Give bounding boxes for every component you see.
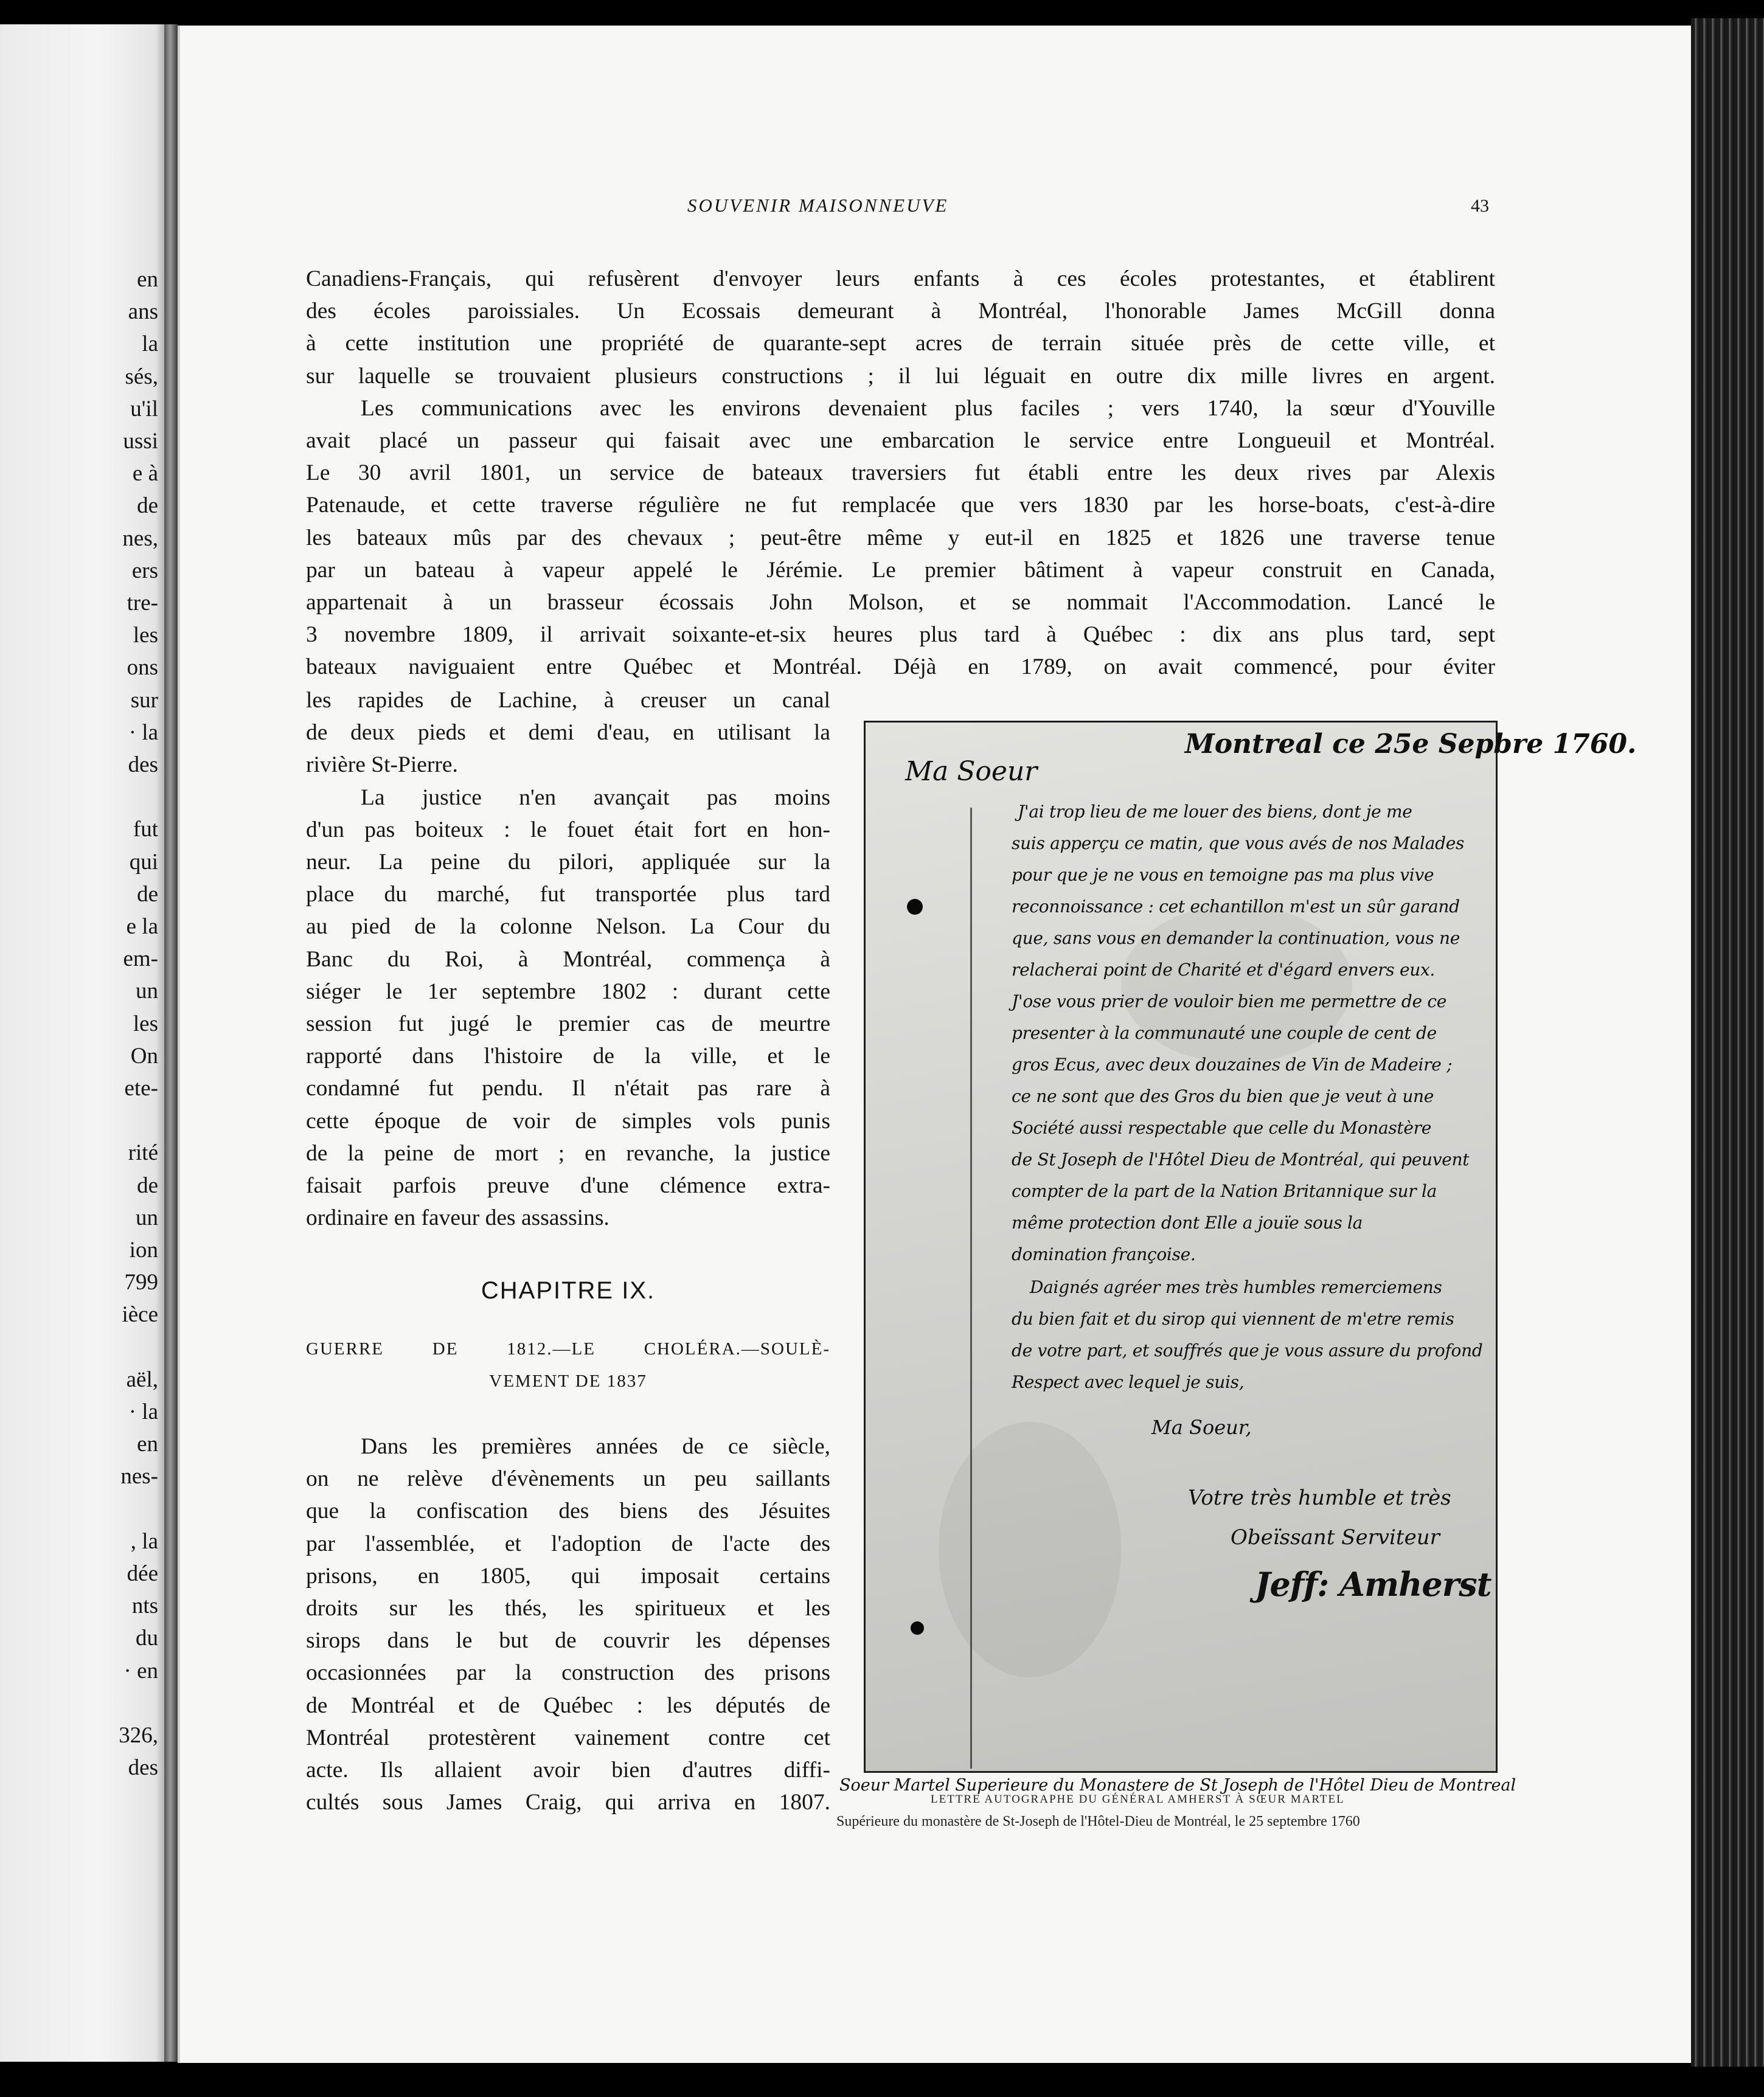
text-line: condamné fut pendu. Il n'était pas rare à — [306, 1076, 830, 1101]
letter-line: même protection dont Elle a jouïe sous la — [1012, 1213, 1363, 1233]
fragment-line: sés, — [125, 364, 158, 389]
fragment-line: u'il — [130, 396, 158, 421]
letter-line: pour que je ne vous en temoigne pas ma plus vive — [1012, 865, 1434, 885]
text-line: de deux pieds et demi d'eau, en utilisant la — [306, 720, 830, 746]
fragment-line: des — [128, 1755, 158, 1781]
text-line: les bateaux mûs par des chevaux ; peut-être même y eut-il en 1825 et 1826 une traverse tenue — [306, 525, 1495, 550]
letter-line: Respect avec lequel je suis, — [1012, 1372, 1245, 1392]
fragment-line: en — [137, 267, 158, 292]
paper-fold — [970, 808, 972, 1769]
fragment-line: de — [137, 493, 158, 519]
body-text-column — [306, 1430, 830, 1818]
chapter-subtitle-line: VEMENT DE 1837 — [489, 1371, 647, 1391]
chapter-subtitle-line: GUERRE DE 1812.—LE CHOLÉRA.—SOULÈ- — [306, 1339, 830, 1359]
fragment-line: 799 — [124, 1270, 158, 1295]
text-line: à cette institution une propriété de quarante-sept acres de terrain située près de cette ville, et — [306, 331, 1495, 356]
fragment-line: 326, — [119, 1723, 158, 1748]
fragment-line: ans — [128, 299, 158, 325]
letter-line: du bien fait et du sirop qui viennent de m'etre remis — [1012, 1309, 1454, 1329]
letter-closing: Obeïssant Serviteur — [1231, 1525, 1440, 1550]
figure-caption-subtitle: Supérieure du monastère de St-Joseph de l'Hôtel-Dieu de Montréal, le 25 septembre 1760 — [836, 1814, 1360, 1829]
fragment-line: nes, — [122, 525, 158, 551]
text-line: siéger le 1er septembre 1802 : durant cette — [306, 979, 830, 1004]
text-line: au pied de la colonne Nelson. La Cour du — [306, 914, 830, 940]
letter-line: reconnoissance : cet echantillon m'est un sûr garand — [1012, 896, 1460, 917]
text-line: on ne relève d'évènements un peu saillants — [306, 1466, 830, 1492]
letter-line: relacherai point de Charité et d'égard envers eux. — [1012, 960, 1436, 980]
letter-closing: Votre très humble et très — [1188, 1486, 1451, 1510]
letter-line: ce ne sont que des Gros du bien que je veut à une — [1012, 1086, 1434, 1106]
fragment-line: nes- — [120, 1464, 158, 1489]
letter-facsimile — [864, 721, 1637, 1773]
previous-page-fragment — [0, 24, 169, 2062]
fragment-line: de — [137, 881, 158, 907]
body-text-column — [306, 684, 830, 1234]
fragment-line: fut — [133, 817, 158, 842]
text-line: place du marché, fut transportée plus tard — [306, 882, 830, 907]
fragment-line: tre- — [127, 591, 158, 615]
text-line: des écoles paroissiales. Un Ecossais demeurant à Montréal, l'honorable James McGill donna — [306, 299, 1495, 324]
text-line: appartenait à un brasseur écossais John Molson, et se nommait l'Accommodation. Lancé le — [306, 590, 1495, 615]
text-line: par un bateau à vapeur appelé le Jérémie. Le premier bâtiment à vapeur construit en Canada, — [306, 557, 1495, 583]
fragment-line: e la — [126, 914, 158, 939]
body-text-full-width — [306, 263, 1495, 684]
letter-line: compter de la part de la Nation Britannique sur la — [1012, 1181, 1437, 1201]
figure-caption-title: LETTRE AUTOGRAPHE DU GÉNÉRAL AMHERST À SŒUR MARTEL — [931, 1793, 1345, 1806]
fragment-line: , la — [130, 1528, 158, 1554]
fragment-line: e à — [132, 461, 158, 487]
letter-line: de St Joseph de l'Hôtel Dieu de Montréal, qui peuvent — [1012, 1149, 1470, 1170]
text-line: sur laquelle se trouvaient plusieurs constructions ; il lui léguait en outre dix mille livres en argent. — [306, 363, 1495, 389]
fragment-line: la — [142, 331, 158, 357]
fragment-line: les — [133, 623, 158, 648]
text-line: avait placé un passeur qui faisait avec une embarcation le service entre Longueuil et Montréal. — [306, 428, 1495, 454]
fragment-line: · la — [128, 719, 158, 745]
fragment-line: du — [136, 1626, 158, 1651]
letter-line: Société aussi respectable que celle du Monastère — [1012, 1118, 1432, 1138]
text-line: neur. La peine du pilori, appliquée sur la — [306, 850, 830, 875]
fragment-line: em- — [123, 946, 158, 972]
fragment-line: de — [137, 1173, 158, 1198]
text-line: prisons, en 1805, qui imposait certains — [306, 1563, 830, 1589]
fragment-line: dée — [127, 1561, 158, 1586]
fragment-line: ussi — [123, 429, 158, 454]
running-head: SOUVENIR MAISONNEUVE — [687, 195, 949, 216]
text-line: ordinaire en faveur des assassins. — [306, 1205, 609, 1231]
paper-stain — [939, 1422, 1121, 1677]
book-gutter — [164, 24, 178, 2062]
text-line: cette époque de voir de simples vols punis — [306, 1108, 830, 1134]
letter-line: J'ai trop lieu de me louer des biens, dont je me — [1018, 802, 1412, 822]
letter-salutation: Ma Soeur — [905, 756, 1038, 787]
text-line: de Montréal et de Québec : les députés de — [306, 1693, 830, 1718]
fragment-line: rité — [128, 1140, 158, 1166]
text-line: 3 novembre 1809, il arrivait soixante-et-six heures plus tard à Québec : dix ans plus tard, sept — [306, 622, 1495, 648]
fragment-line: aël, — [126, 1367, 158, 1392]
fragment-line: qui — [129, 849, 158, 875]
fragment-line: sur — [130, 687, 158, 713]
fragment-line: · la — [128, 1399, 158, 1424]
text-line: cultés sous James Craig, qui arriva en 1807. — [306, 1790, 830, 1815]
fragment-line: un — [136, 979, 158, 1004]
text-line: faisait parfois preuve d'une clémence extra- — [306, 1173, 830, 1199]
text-line: droits sur les thés, les spiritueux et les — [306, 1596, 830, 1621]
text-line: Montréal protestèrent vainement contre cet — [306, 1725, 830, 1750]
punch-hole — [907, 899, 923, 915]
text-line: occasionnées par la construction des prisons — [306, 1660, 830, 1686]
text-line: La justice n'en avançait pas moins — [361, 785, 830, 810]
fragment-line: nts — [131, 1593, 158, 1619]
text-line: bateaux naviguaient entre Québec et Montréal. Déjà en 1789, on avait commencé, pour éviter — [306, 654, 1495, 680]
fragment-line: · en — [123, 1658, 158, 1683]
fragment-line: en — [137, 1432, 158, 1457]
letter-line: gros Ecus, avec deux douzaines de Vin de Madeire ; — [1012, 1055, 1453, 1075]
letter-line: de votre part, et souffrés que je vous assure du profond — [1012, 1340, 1483, 1360]
text-line: sirops dans le but de couvrir les dépenses — [306, 1628, 830, 1654]
letter-line: Daignés agréer mes très humbles remerciemens — [1030, 1277, 1442, 1297]
fragment-line: ièce — [122, 1302, 158, 1328]
letter-line: presenter à la communauté une couple de cent de — [1012, 1023, 1437, 1043]
text-line: session fut jugé le premier cas de meurtre — [306, 1011, 830, 1037]
fragment-line: ion — [129, 1238, 158, 1263]
text-line: Patenaude, et cette traverse régulière ne fut remplacée que vers 1830 par les horse-boats, c'est-à-dire — [306, 493, 1495, 518]
fragment-line: ete- — [124, 1076, 158, 1101]
punch-hole — [911, 1621, 924, 1635]
letter-line: domination françoise. — [1012, 1244, 1196, 1264]
text-line: Le 30 avril 1801, un service de bateaux traversiers fut établi entre les deux rives par Alexis — [306, 460, 1495, 486]
fragment-line: un — [136, 1205, 158, 1230]
text-line: Dans les premières années de ce siècle, — [361, 1434, 830, 1459]
chapter-title: CHAPITRE IX. — [481, 1277, 656, 1304]
text-line: Banc du Roi, à Montréal, commença à — [306, 946, 830, 972]
text-line: que la confiscation des biens des Jésuites — [306, 1499, 830, 1524]
letter-dateline: Montreal ce 25e Sepbre 1760. — [1185, 729, 1637, 760]
letter-address: Soeur Martel Superieure du Monastere de St Joseph de l'Hôtel Dieu de Montreal — [839, 1776, 1516, 1795]
text-line: les rapides de Lachine, à creuser un canal — [306, 688, 830, 713]
letter-line: que, sans vous en demander la continuation, vous ne — [1012, 928, 1460, 948]
text-line: d'un pas boiteux : le fouet était fort en hon- — [306, 817, 830, 842]
text-line: rapporté dans l'histoire de la ville, et le — [306, 1044, 830, 1069]
page-number: 43 — [1471, 196, 1489, 216]
letter-closing-salutation: Ma Soeur, — [1151, 1416, 1252, 1439]
text-line: de la peine de mort ; en revanche, la justice — [306, 1140, 830, 1166]
fragment-line: ers — [131, 558, 158, 583]
fragment-line: On — [130, 1043, 158, 1069]
fragment-line: ons — [127, 655, 158, 681]
page-stack-edge — [1691, 18, 1764, 2067]
text-line: Canadiens-Français, qui refusèrent d'envoyer leurs enfants à ces écoles protestantes, et établirent — [306, 266, 1495, 291]
text-line: acte. Ils allaient avoir bien d'autres diffi- — [306, 1758, 830, 1783]
letter-line: J'ose vous prier de vouloir bien me permettre de ce — [1012, 991, 1446, 1011]
text-line: par l'assemblée, et l'adoption de l'acte des — [306, 1531, 830, 1556]
text-line: rivière St-Pierre. — [306, 752, 458, 778]
letter-line: suis apperçu ce matin, que vous avés de nos Malades — [1012, 833, 1465, 853]
letter-signature: Jeff: Amherst — [1255, 1565, 1491, 1604]
fragment-line: des — [128, 752, 158, 777]
text-line: Les communications avec les environs devenaient plus faciles ; vers 1740, la sœur d'Youville — [361, 395, 1495, 421]
chapter-subtitle — [306, 1333, 830, 1398]
fragment-line: les — [133, 1011, 158, 1036]
